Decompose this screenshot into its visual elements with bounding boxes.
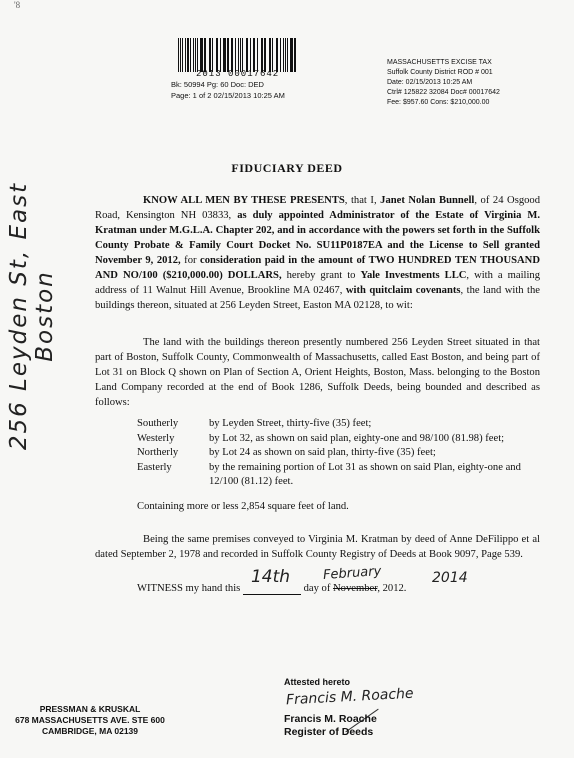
attested-label: Attested hereto (284, 677, 351, 687)
barcode-bar (287, 38, 288, 72)
handwritten-month: February (322, 563, 382, 584)
stamp-line: Date: 02/15/2013 10:25 AM (387, 79, 473, 86)
barcode-bar (270, 38, 271, 72)
covenants-clause: with quitclaim covenants (345, 285, 461, 296)
barcode-bar (220, 38, 221, 72)
bound-direction: Westerly (137, 432, 175, 444)
side-handwritten-address: 256 Leyden St, East Boston (6, 181, 58, 451)
capacity-clause: as duly appointed Administrator of the Estate of Virginia M. Kratman under M.G.L.A. Chapter 202, and in accordance with the powers set forth in the Suffolk County Probate & Family Court Docket No. SU11P0187EA and the License to Sell granted November 9, 2012, (95, 210, 540, 266)
barcode-bar (262, 38, 263, 72)
barcode-bar (264, 38, 266, 72)
bound-description: by Lot 24 as shown on said plan, thirty-five (35) feet; (209, 447, 436, 458)
bound-direction: Easterly (137, 461, 172, 473)
barcode-bar (232, 38, 233, 72)
barcode-bar (197, 38, 198, 72)
know-all-phrase: KNOW ALL MEN BY THESE PRESENTS (143, 195, 345, 206)
barcode-bar (277, 38, 278, 72)
barcode-bar (182, 38, 183, 72)
stamp-line: Fee: $957.60 Cons: $210,000.00 (387, 99, 490, 106)
barcode-bar (242, 38, 244, 72)
barcode-bar (190, 38, 191, 72)
bound-direction: Southerly (137, 418, 179, 429)
firm-address: 678 MASSACHUSETTS AVE. STE 600 (15, 715, 165, 725)
text: , with a mailing address of 11 Walnut Hill Avenue, Brookline MA 02467, (95, 270, 540, 296)
witness-suffix: , 2012. (377, 583, 407, 594)
text: for (180, 255, 201, 266)
bound-description: by Lot 32, as shown on said plan, eighty-one and 98/100 (81.98) feet; (209, 432, 505, 444)
land-description-paragraph: The land with the buildings thereon presently numbered 256 Leyden Street situated in that part of Boston, Suffolk County, Commonwealth of Massachusetts, called East Boston, and being part of Lot 31 on Block Q shown on Plan of Section A, Orient Heights, Boston, Mass. belonging to the Boston Land Company recorded at the end of Book 1286, Suffolk Deeds, being bounded and described as follows: (95, 337, 540, 408)
text: , the land with the buildings thereon, situated at 256 Leyden Street, Easton MA 02128, to wit: (95, 285, 540, 311)
barcode-bar (212, 38, 213, 72)
barcode-bar (204, 38, 206, 72)
register-name: Francis M. Roache (284, 713, 377, 725)
barcode-bar (187, 38, 189, 72)
barcode-bar (254, 38, 255, 72)
barcode (178, 38, 298, 72)
firm-city: CAMBRIDGE, MA 02139 (41, 726, 139, 736)
barcode-bar (217, 38, 218, 72)
barcode-bar (235, 38, 236, 72)
prior-conveyance-paragraph: Being the same premises conveyed to Virginia M. Kratman by deed of Anne DeFilippo et al dated September 2, 1978 and recorded in Suffolk County Registry of Deeds at Book 9097, Page 539. (95, 534, 540, 560)
bound-description: by the remaining portion of Lot 31 as shown on said Plan, eighty-one and 12/100 (81.12) feet. (209, 461, 521, 487)
law-firm-block (0, 704, 180, 737)
register-block (284, 713, 377, 739)
barcode-bar (280, 38, 281, 72)
bound-direction: Northerly (137, 447, 179, 458)
barcode-bar (247, 38, 248, 72)
deed-title: FIDUCIARY DEED (231, 161, 343, 175)
barcode-bar (202, 38, 203, 72)
firm-name: PRESSMAN & KRUSKAL (39, 704, 141, 714)
barcode-bar (224, 38, 226, 72)
bound-row (137, 446, 541, 461)
barcode-bar (195, 38, 196, 72)
handwritten-day: 14th (250, 567, 291, 587)
grantor-name: Janet Nolan Bunnell (380, 195, 475, 206)
consideration-clause: consideration paid in the amount of TWO HUNDRED TEN THOUSAND AND NO/100 ($210,000.00) DOLLARS, (95, 255, 540, 281)
bound-row (137, 417, 541, 432)
barcode-bar (240, 38, 241, 72)
record-number: 2013 00017642 (196, 69, 280, 79)
book-page-line: Bk: 50994 Pg: 60 Doc: DED (171, 80, 264, 89)
text: , of 24 Osgood Road, Kensington NH 03833, (95, 195, 541, 221)
bound-row (137, 461, 541, 490)
barcode-bar (272, 38, 273, 72)
day-blank (243, 567, 301, 595)
barcode-bar (294, 38, 295, 72)
text: hereby grant to (281, 270, 361, 281)
grantee-name: Yale Investments LLC (360, 270, 467, 281)
bounds-list (137, 417, 541, 490)
barcode-bar (210, 38, 211, 72)
barcode-bar (250, 38, 251, 72)
witness-mid: day of (300, 583, 334, 594)
page-date-line: Page: 1 of 2 02/15/2013 10:25 AM (171, 91, 285, 100)
barcode-bar (227, 38, 228, 72)
stamp-line: Suffolk County District ROD # 001 (387, 69, 493, 76)
handwritten-year: 2014 (432, 570, 468, 586)
excise-tax-stamp (387, 58, 537, 108)
barcode-bar (257, 38, 258, 72)
barcode-bar (285, 38, 286, 72)
stamp-line: MASSACHUSETTS EXCISE TAX (387, 59, 492, 66)
grant-paragraph (95, 193, 540, 313)
barcode-bar (292, 38, 293, 72)
corner-mark: '8 (14, 0, 21, 10)
struck-month: November (333, 583, 378, 594)
register-signature: Francis M. Roache (285, 685, 414, 709)
barcode-bar (180, 38, 181, 72)
register-title: Register of Deeds (284, 726, 374, 738)
witness-prefix: WITNESS my hand this (137, 583, 243, 594)
stamp-line: Ctrl# 125822 32084 Doc# 00017642 (387, 89, 500, 96)
area-statement: Containing more or less 2,854 square feet of land. (137, 501, 349, 512)
text: , that I, (344, 195, 381, 206)
bound-description: by Leyden Street, thirty-five (35) feet; (209, 418, 372, 429)
bound-row (137, 432, 541, 447)
